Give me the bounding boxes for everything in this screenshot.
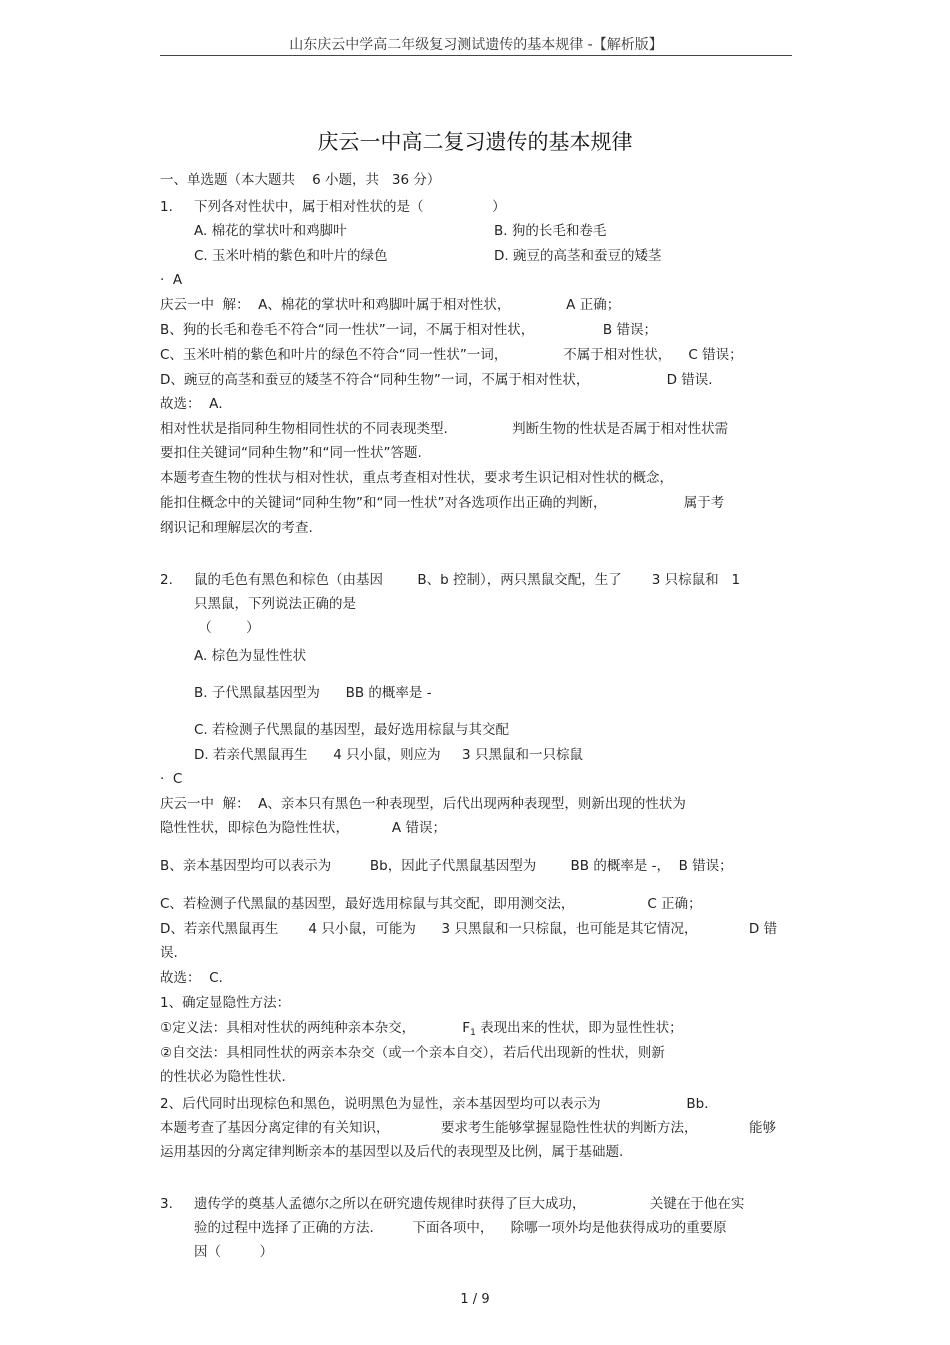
option-b: B. 子代黑鼠基因型为 BB 的概率是 - — [194, 685, 432, 701]
explanation-line: 2、后代同时出现棕色和黑色，说明黑色为显性，亲本基因型均可以表示为 Bb． — [160, 1096, 718, 1112]
header-rule — [160, 55, 792, 56]
explanation-line: D、若亲代黑鼠再生 4 只小鼠，可能为 3 只黑鼠和一只棕鼠，也可能是其它情况， D 错 — [160, 921, 778, 937]
question-blank: 因（ ） — [194, 1244, 274, 1260]
option-d: D. 若亲代黑鼠再生 4 只小鼠，则应为 3 只黑鼠和一只棕鼠 — [194, 747, 583, 763]
explanation-line: 要扣住关键词“同种生物”和“同一性状”答题. — [160, 445, 422, 461]
explanation-line: 庆云一中 解： A、亲本只有黑色一种表现型，后代出现两种表现型，则新出现的性状为 — [160, 796, 686, 812]
answer-line: · A — [160, 272, 183, 288]
question-stem: 只黑鼠，下列说法正确的是 — [194, 596, 356, 612]
explanation-line: 1、确定显隐性方法： — [160, 995, 291, 1011]
definition-method-tail: 表现出来的性状，即为显性性状； — [475, 1020, 683, 1036]
explanation-line: 的性状必为隐性性状. — [160, 1069, 286, 1085]
answer-line: · C — [160, 771, 183, 787]
document-title: 庆云一中高二复习遗传的基本规律 — [317, 130, 633, 154]
explanation-line: ②自交法：具相同性状的两亲本杂交（或一个亲本自交），若后代出现新的性状，则新 — [160, 1045, 665, 1061]
question-stem: 验的过程中选择了正确的方法. 下面各项中， 除哪一项外均是他获得成功的重要原 — [194, 1220, 727, 1236]
explanation-line — [160, 1019, 683, 1042]
explanation-line: 本题考查生物的性状与相对性状，重点考查相对性状，要求考生识记相对性状的概念， — [160, 470, 673, 486]
option-a: A. 棉花的掌状叶和鸡脚叶 — [194, 223, 347, 239]
explanation-line: 隐性性状，即棕色为隐性性状， A 错误； — [160, 820, 446, 836]
explanation-line: C、玉米叶梢的紫色和叶片的绿色不符合“同一性状”一词， 不属于相对性状， C 错误； — [160, 347, 743, 363]
explanation-line: 运用基因的分离定律判断亲本的基因型以及后代的表现型及比例，属于基础题. — [160, 1144, 624, 1160]
option-d: D. 豌豆的高茎和蚕豆的矮茎 — [494, 248, 662, 264]
explanation-line: 故选： A． — [160, 396, 232, 412]
question-number: 2. — [160, 572, 173, 588]
option-c: C. 若检测子代黑鼠的基因型，最好选用棕鼠与其交配 — [194, 722, 510, 738]
question-stem: 下列各对性状中，属于相对性状的是（ ） — [194, 199, 506, 215]
running-header: 山东庆云中学高二年级复习测试遗传的基本规律 -【解析版】 — [289, 37, 663, 53]
f1-subscript: 1 — [470, 1028, 476, 1038]
explanation-line: 庆云一中 解： A、棉花的掌状叶和鸡脚叶属于相对性状， A 正确； — [160, 297, 621, 313]
question-stem: 鼠的毛色有黑色和棕色（由基因 B、b 控制），两只黑鼠交配，生了 3 只棕鼠和 1 — [194, 572, 741, 588]
option-a: A. 棕色为显性性状 — [194, 648, 307, 664]
explanation-line: 相对性状是指同种生物相同性状的不同表现类型. 判断生物的性状是否属于相对性状需 — [160, 421, 729, 437]
explanation-line: 本题考查了基因分离定律的有关知识， 要求考生能够掌握显隐性性状的判断方法， 能够 — [160, 1120, 776, 1136]
question-number: 1. — [160, 199, 173, 215]
explanation-line: 故选： C. — [160, 970, 223, 986]
question-number: 3. — [160, 1196, 173, 1212]
page-number: 1 / 9 — [460, 1292, 490, 1307]
explanation-line: 误. — [160, 945, 178, 961]
explanation-line: B、狗的长毛和卷毛不符合“同一性状”一词，不属于相对性状， B 错误； — [160, 322, 657, 338]
option-b: B. 狗的长毛和卷毛 — [494, 223, 607, 239]
definition-method-text: ①定义法：具相对性状的两纯种亲本杂交， F — [160, 1020, 471, 1036]
explanation-line: 能扣住概念中的关键词“同种生物”和“同一性状”对各选项作出正确的判断， 属于考 — [160, 495, 725, 511]
explanation-line: D、豌豆的高茎和蚕豆的矮茎不符合“同种生物”一词，不属于相对性状， D 错误. — [160, 372, 713, 388]
explanation-line: B、亲本基因型均可以表示为 Bb，因此子代黑鼠基因型为 BB 的概率是 -， B 错误； — [160, 858, 733, 874]
section-heading: 一、单选题（本大题共 6 小题，共 36 分） — [160, 172, 441, 188]
option-c: C. 玉米叶梢的紫色和叶片的绿色 — [194, 248, 388, 264]
explanation-line: 纲识记和理解层次的考查. — [160, 520, 313, 536]
question-stem: 遗传学的奠基人孟德尔之所以在研究遗传规律时获得了巨大成功， 关键在于他在实 — [194, 1196, 745, 1212]
question-blank: （ ） — [194, 620, 260, 636]
explanation-line: C、若检测子代黑鼠的基因型，最好选用棕鼠与其交配，即用测交法， C 正确； — [160, 896, 702, 912]
